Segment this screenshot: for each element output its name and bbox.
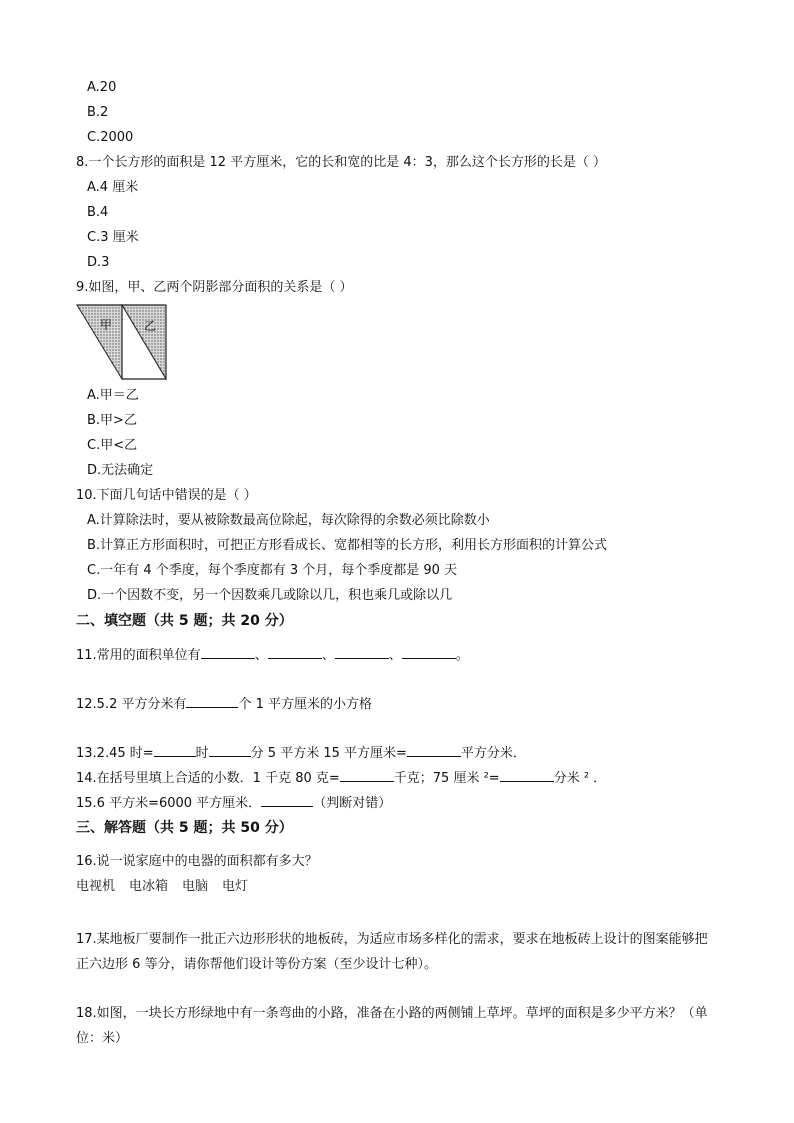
q16-item-tv: 电视机 — [76, 879, 116, 894]
q13-blank-1[interactable] — [154, 744, 196, 757]
shaded-region-left — [77, 305, 122, 379]
q14-part-2: 千克；75 厘米 ²= — [393, 771, 500, 786]
q16-item-fridge: 电冰箱 — [129, 879, 169, 894]
q11 — [76, 646, 469, 665]
q12-prefix: 12.5.2 平方分米有 — [76, 697, 187, 712]
q13-prefix: 13.2.45 时= — [76, 746, 154, 761]
q8-stem: 8.一个长方形的面积是 12 平方厘米，它的长和宽的比是 4：3，那么这个长方形的长是（ ） — [76, 155, 607, 170]
q14-prefix: 14.在括号里填上合适的小数．1 千克 80 克= — [76, 771, 340, 786]
q15-blank[interactable] — [261, 794, 313, 807]
q9-figure — [76, 304, 168, 380]
q10-option-a: A.计算除法时，要从被除数最高位除起，每次除得的余数必须比除数小 — [87, 513, 490, 528]
q11-blank-3[interactable] — [335, 646, 389, 659]
q16-stem: 16.说一说家庭中的电器的面积都有多大？ — [76, 854, 318, 869]
q14-part-3: 分米 ² ． — [553, 771, 607, 786]
q7-option-a: A.20 — [87, 80, 117, 95]
q12-suffix: 个 1 平方厘米的小方格 — [238, 697, 373, 712]
q10-option-d: D.一个因数不变，另一个因数乘几或除以几，积也乘几或除以几 — [87, 588, 453, 603]
q7-option-c: C.2000 — [87, 130, 134, 145]
q15-suffix: （判断对错） — [313, 796, 392, 811]
q10-option-b: B.计算正方形面积时，可把正方形看成长、宽都相等的长方形，利用长方形面积的计算公式 — [87, 538, 608, 553]
q12 — [76, 695, 372, 714]
label-yi: 乙 — [144, 319, 157, 333]
q11-sep-3: 、 — [388, 648, 402, 663]
q7-option-b: B.2 — [87, 105, 109, 120]
q15-prefix: 15.6 平方米=6000 平方厘米． — [76, 796, 262, 811]
q13-part-3: 分 5 平方米 15 平方厘米= — [250, 746, 407, 761]
q8-option-b: B.4 — [87, 205, 109, 220]
q11-blank-2[interactable] — [268, 646, 322, 659]
q8-option-c: C.3 厘米 — [87, 230, 139, 245]
q9-option-a: A.甲＝乙 — [87, 388, 139, 403]
q9-option-d: D.无法确定 — [87, 463, 154, 478]
q14-blank-1[interactable] — [340, 769, 394, 782]
q17-stem: 17.某地板厂要制作一批正六边形形状的地板砖，为适应市场多样化的需求，要求在地板砖上设计的图案能够把正六边形 6 等分，请你帮他们设计等份方案（至少设计七种）。 — [76, 932, 708, 972]
q18-stem: 18.如图，一块长方形绿地中有一条弯曲的小路，准备在小路的两侧铺上草坪。草坪的面积是多少平方米？（单位：米） — [76, 1006, 708, 1046]
q16-items — [76, 878, 262, 896]
q14 — [76, 769, 606, 788]
q13-part-4: 平方分米． — [460, 746, 526, 761]
q11-prefix: 11.常用的面积单位有 — [76, 648, 201, 663]
q13-hour-unit: 时 — [195, 746, 209, 761]
q11-sep-1: 、 — [254, 648, 268, 663]
q14-blank-2[interactable] — [500, 769, 554, 782]
label-jia: 甲 — [100, 318, 113, 332]
q15 — [76, 794, 391, 813]
q16-item-lamp: 电灯 — [222, 879, 249, 894]
q10-stem: 10.下面几句话中错误的是（ ） — [76, 488, 257, 503]
q13-blank-2[interactable] — [209, 744, 251, 757]
q8-option-a: A.4 厘米 — [87, 180, 139, 195]
q9-option-b: B.甲>乙 — [87, 413, 137, 428]
q12-blank[interactable] — [186, 695, 238, 708]
q9-figure-svg — [76, 304, 168, 380]
section-2-title: 二、填空题（共 5 题；共 20 分） — [76, 613, 293, 629]
q13 — [76, 744, 526, 763]
q16-item-computer: 电脑 — [182, 879, 209, 894]
q13-blank-3[interactable] — [407, 744, 461, 757]
q11-sep-2: 、 — [321, 648, 335, 663]
q11-blank-4[interactable] — [402, 646, 456, 659]
q11-blank-1[interactable] — [201, 646, 255, 659]
q11-end: 。 — [455, 648, 469, 663]
q8-option-d: D.3 — [87, 255, 110, 270]
section-3-title: 三、解答题（共 5 题；共 50 分） — [76, 820, 293, 836]
q9-option-c: C.甲<乙 — [87, 438, 138, 453]
q10-option-c: C.一年有 4 个季度，每个季度都有 3 个月，每个季度都是 90 天 — [87, 563, 458, 578]
q9-stem: 9.如图，甲、乙两个阴影部分面积的关系是（ ） — [76, 280, 353, 295]
